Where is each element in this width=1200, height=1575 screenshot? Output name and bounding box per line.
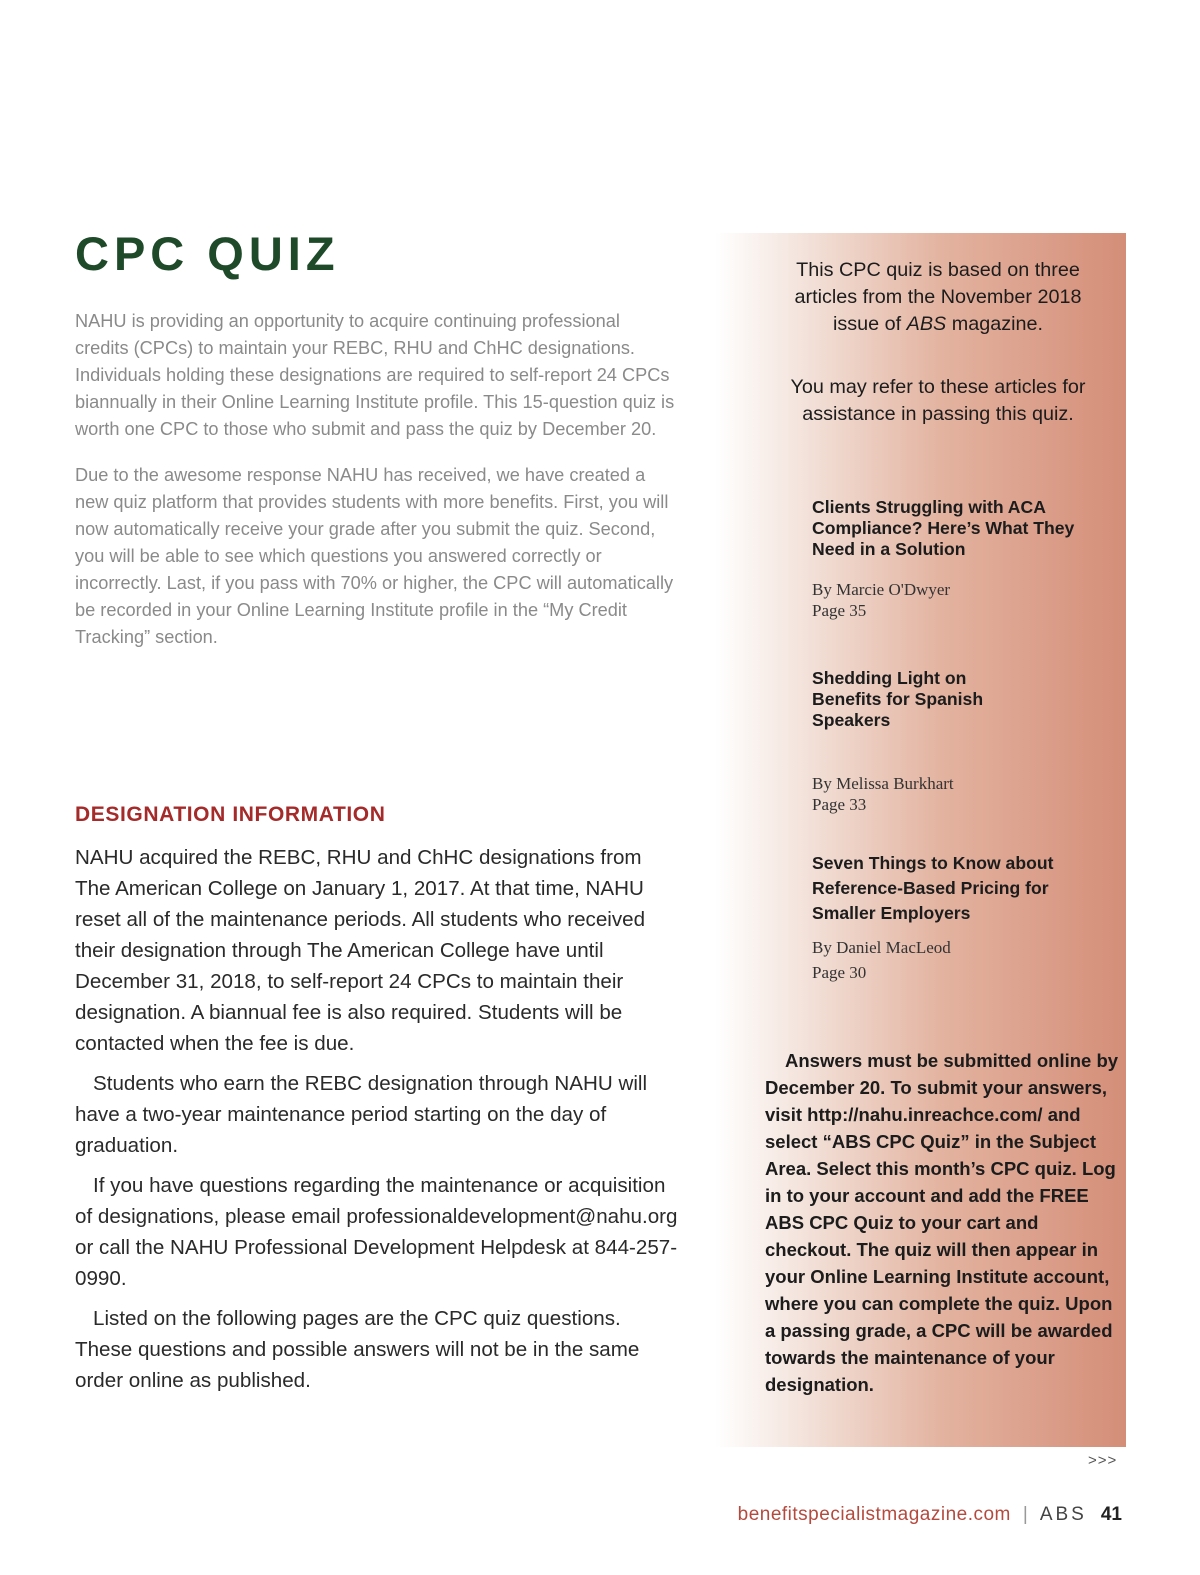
designation-text [75, 842, 680, 1405]
article-title: Seven Things to Know about Reference-Based Pricing for Smaller Employers [812, 853, 1054, 923]
article-author: By Marcie O'Dwyer [812, 580, 951, 599]
article-page: Page 35 [812, 601, 867, 620]
page-title: CPC QUIZ [75, 227, 340, 280]
magazine-name: ABS [906, 313, 947, 335]
article-page: Page 30 [812, 963, 867, 982]
page-footer [738, 1504, 1122, 1526]
footer-website: benefitspecialistmagazine.com [737, 1504, 1011, 1525]
sidebar-intro-assistance: You may refer to these articles for assistance in passing this quiz. [790, 376, 1086, 425]
sidebar-intro-articles [785, 257, 1091, 338]
designation-paragraph: Students who earn the REBC designation through NAHU will have a two-year maintenance period starting on the day of graduation. [75, 1072, 648, 1157]
submission-text: Answers must be submitted online by December 20. To submit your answers, visit http://nahu.inreachce.com/ and select “ABS CPC Quiz” in the Subject Area. Select this month’s CPC quiz. Log in to your account and add the FREE ABS CPC Quiz to your cart and checkout. The quiz will then appear in your Online Learning Institute account, where you can complete the quiz. Upon a passing grade, a CPC will be awarded towards the maintenance of your designation. [765, 1050, 1119, 1395]
designation-paragraph: Listed on the following pages are the CPC quiz questions. These questions and possible answers will not be in the same order online as published. [75, 1307, 640, 1392]
sidebar-intro-text: magazine. [946, 313, 1044, 335]
sidebar-intro-text: This CPC quiz is based on three articles from the November 2018 issue of [794, 259, 1082, 335]
footer-magazine: ABS [1039, 1504, 1087, 1525]
intro-paragraph: Due to the awesome response NAHU has received, we have created a new quiz platform that provides students with more benefits. First, you will now automatically receive your grade after you submit the quiz. Second, you will be able to see which questions you answered correctly or incorrectly. Last, if you pass with 70% or higher, the CPC will automatically be recorded in your Online Learning Institute profile in the “My Credit Tracking” section. [75, 465, 674, 647]
intro-paragraph: NAHU is providing an opportunity to acquire continuing professional credits (CPCs) to maintain your REBC, RHU and ChHC designations. Individuals holding these designations are required to self-report 24 CPCs biannually in their Online Learning Institute profile. This 15-question quiz is worth one CPC to those who submit and pass the quiz by December 20. [75, 311, 675, 439]
designation-paragraph: NAHU acquired the REBC, RHU and ChHC designations from The American College on January 1, 2017. At that time, NAHU reset all of the maintenance periods. All students who received their designation through The American College have until December 31, 2018, to self-report 24 CPCs to maintain their designation. A biannual fee is also required. Students will be contacted when the fee is due. [75, 846, 646, 1055]
article-page: Page 33 [812, 795, 867, 814]
article-title: Clients Struggling with ACA Compliance? Here’s What They Need in a Solution [812, 497, 1075, 559]
continue-marker: >>> [1088, 1452, 1118, 1469]
intro-text [75, 308, 675, 670]
page-number: 41 [1100, 1504, 1122, 1525]
submission-instructions [765, 1047, 1125, 1398]
article-author: By Daniel MacLeod [812, 938, 951, 957]
article-author: By Melissa Burkhart [812, 774, 954, 793]
designation-heading: DESIGNATION INFORMATION [75, 803, 386, 826]
article-title: Shedding Light on Benefits for Spanish Speakers [812, 668, 984, 730]
designation-paragraph: If you have questions regarding the maintenance or acquisition of designations, please email professionaldevelopment@nahu.org or call the NAHU Professional Development Helpdesk at 844-257-0990. [75, 1174, 678, 1290]
quiz-sidebar [715, 233, 1126, 1447]
footer-separator: | [1022, 1504, 1028, 1525]
